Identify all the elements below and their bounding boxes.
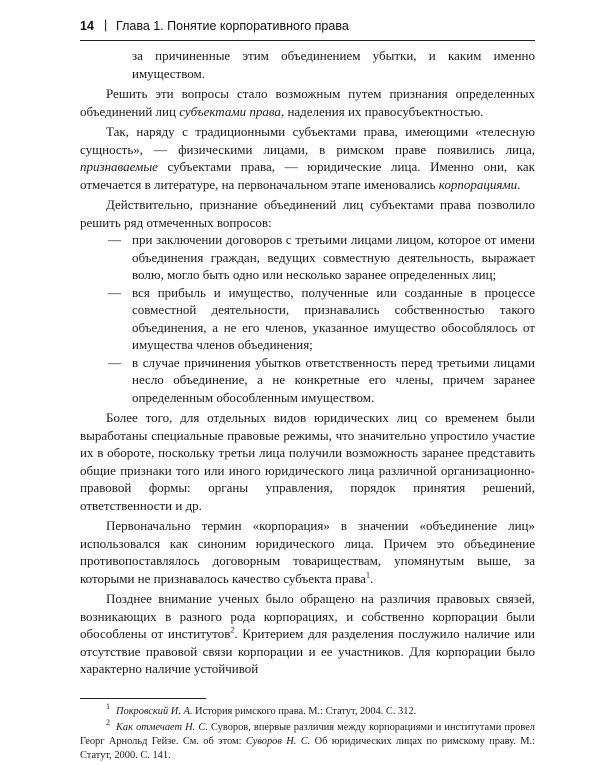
paragraph-6 — [80, 590, 535, 678]
list-item-text: в случае причинения убытков ответственность перед третьими лицами несло объединение, а не конкретные его члены, причем заранее определенным обособленным имуществом. — [132, 354, 535, 405]
footnote-author: Покровский И. А. — [116, 705, 193, 717]
main-text — [80, 47, 535, 678]
paragraph-5-text: Первоначально термин «корпорация» в значении «объединение лиц» использовался как синоним юридического лица. Причем это объединение противопоставлялось договорным товариществам, упомянутым выше, за которыми не признавалось качество субъекта права — [80, 518, 535, 586]
paragraph-1-text-a: Решить эти вопросы стало возможным путем признания определенных объединений лиц — [80, 86, 535, 119]
bullet-list — [80, 231, 535, 406]
footnote-lead: Как отмечает Н. С. — [116, 721, 208, 733]
paragraph-1-text-b: , наделения их правосубъектностью. — [280, 103, 484, 119]
footnote-number: 2 — [106, 718, 110, 728]
paragraph-4: Более того, для отдельных видов юридических лиц со временем были выработаны специальные правовые режимы, что значительно упростило участие их в обороте, поскольку третьи лица получили возможность заранее представить общие признаки того или иного юридического лица различной организационно-правовой формы: органы управления, порядок принятия решений, ответственности и др. — [80, 410, 535, 513]
paragraph-1-emphasis: субъектами права — [179, 103, 281, 119]
footnote-2 — [80, 718, 535, 763]
footnote-text-2: Об юридических лицах по римскому праву. М.: Статут, 2000. С. 141. — [80, 735, 535, 761]
running-header — [80, 14, 535, 41]
list-item — [80, 231, 535, 284]
paragraph-3: Действительно, признание объединений лиц субъектами права позволило решить ряд отмеченных вопросов: — [80, 197, 535, 230]
dash-marker: — — [108, 354, 121, 370]
list-item — [80, 284, 535, 354]
dash-marker: — — [108, 284, 121, 300]
paragraph-5-end: . — [369, 570, 374, 586]
paragraph-2-emphasis-1: признаваемые — [80, 159, 158, 174]
list-item-text: вся прибыль и имущество, полученные или созданные в процессе совместной деятельности, признавались собственностью такого объединения, а не его членов, указанное имущество обособлялось от имущества членов объединения; — [132, 284, 535, 352]
footnote-number: 1 — [106, 702, 110, 712]
paragraph-6-text-a: Позднее внимание ученых было обращено на различия правовых связей, возникающих в разного рода корпорациях, и собственно корпорации были обособлены от институтов — [80, 591, 535, 641]
footnote-ref-2[interactable]: 2 — [230, 625, 235, 635]
continued-paragraph: за причиненные этим объединением убытки, и каким именно имуществом. — [132, 48, 535, 81]
book-page — [80, 14, 535, 765]
header-separator: | — [104, 18, 108, 32]
footnote-1 — [80, 702, 535, 719]
list-item-text: при заключении договоров с третьими лицами лицом, которое от имени объединения граждан, ведущих совместную деятельность, выражает волю, могло быть одно или несколько заранее определенных лиц; — [132, 232, 535, 282]
footnote-divider — [80, 698, 206, 699]
footnote-ref-1[interactable]: 1 — [365, 570, 370, 580]
paragraph-2-text-b: субъектами права, — юридические лица. Именно они, как отмечается в литературе, на первоначальном этапе именовались — [80, 159, 535, 192]
paragraph-2-emphasis-2: корпорациями — [438, 176, 518, 192]
paragraph-6-text-b: . Критерием для разделения послужило наличие или отсутствие правовой связи корпорации и ее участников. Для корпорации было характерно наличие устойчивой — [80, 626, 535, 676]
footnote-text: Суворов, впервые различия между корпорациями и институтами провел Георг Арнольд Гейзе. См. об этом: — [80, 721, 535, 747]
paragraph-2-text-a: Так, наряду с традиционными субъектами права, имеющими «телесную сущность», — физическими лицами, в римском праве появились лица, — [80, 124, 535, 157]
paragraph-2-text-c: . — [517, 176, 521, 192]
page-number: 14 — [80, 19, 94, 33]
list-item — [80, 354, 535, 407]
footnotes — [80, 702, 535, 763]
chapter-title: Глава 1. Понятие корпоративного права — [116, 19, 349, 33]
dash-marker: — — [108, 232, 121, 247]
paragraph-1 — [80, 85, 535, 120]
paragraph-5 — [80, 517, 535, 587]
footnote-text: История римского права. М.: Статут, 2004. С. 312. — [192, 705, 417, 717]
paragraph-2 — [80, 123, 535, 193]
footnote-author: Суворов Н. С. — [245, 735, 311, 747]
